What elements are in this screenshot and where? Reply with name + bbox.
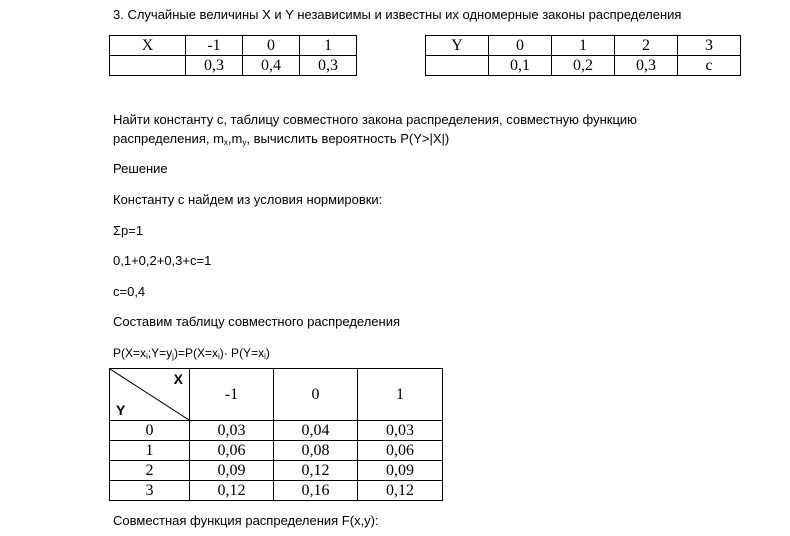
joint-y-value: 0	[110, 421, 190, 441]
joint-cell: 0,16	[274, 481, 358, 501]
joint-corner-cell	[110, 369, 190, 421]
table-y-value: 3	[678, 36, 741, 56]
joint-x-value: 0	[274, 369, 358, 421]
joint-x-value: -1	[190, 369, 274, 421]
joint-cell: 0,06	[190, 441, 274, 461]
table-x-prob: 0,3	[186, 56, 243, 76]
joint-cell: 0,06	[358, 441, 443, 461]
joint-header-x: X	[173, 371, 183, 387]
task-line-1: Найти константу c, таблицу совместного закона распределения, совместную функцию	[113, 112, 637, 127]
table-x-prob: 0,3	[300, 56, 357, 76]
joint-x-value: 1	[358, 369, 443, 421]
table-y-value: 0	[489, 36, 552, 56]
table-y-prob: 0,1	[489, 56, 552, 76]
product-formula: $P(X=x_i;Y=y_j)=P(X=x_i)\cdot P(Y=x_i)$	[113, 346, 270, 361]
joint-cell: 0,04	[274, 421, 358, 441]
table-y-label: Y	[426, 36, 489, 56]
c-value-line: c=0,4	[113, 284, 146, 299]
joint-cell: 0,09	[190, 461, 274, 481]
distribution-table-x	[109, 35, 357, 76]
joint-cell: 0,12	[274, 461, 358, 481]
table-y-prob: 0,3	[615, 56, 678, 76]
table-x-value: 0	[243, 36, 300, 56]
cdf-intro: Совместная функция распределения F(x,y):	[113, 513, 379, 528]
table-y-prob: 0,2	[552, 56, 615, 76]
sum-equation: Σp=1	[113, 223, 144, 238]
table-x-prob: 0,4	[243, 56, 300, 76]
joint-cell: 0,12	[358, 481, 443, 501]
distribution-table-y	[425, 35, 741, 76]
table-y-value: 2	[615, 36, 678, 56]
joint-cell: 0,03	[190, 421, 274, 441]
normalization-text: Константу с найдем из условия нормировки:	[113, 192, 383, 207]
table-y-empty	[426, 56, 489, 76]
joint-cell: 0,09	[358, 461, 443, 481]
table-x-empty	[110, 56, 186, 76]
table-x-value: 1	[300, 36, 357, 56]
table-x-value: -1	[186, 36, 243, 56]
problem-heading: 3. Случайные величины X и Y независимы и известны их одномерные законы распределения	[113, 7, 682, 22]
joint-cell: 0,08	[274, 441, 358, 461]
joint-intro: Составим таблицу совместного распределения	[113, 314, 400, 329]
joint-y-value: 1	[110, 441, 190, 461]
solution-label: Решение	[113, 161, 168, 176]
joint-cell: 0,12	[190, 481, 274, 501]
joint-cell: 0,03	[358, 421, 443, 441]
task-line-2: распределения, $m_x,m_y$, вычислить вероятность P(Y>|X|)	[113, 131, 450, 147]
table-y-value: 1	[552, 36, 615, 56]
joint-header-y: Y	[116, 402, 126, 418]
table-y-prob: c	[678, 56, 741, 76]
joint-distribution-table	[109, 368, 443, 501]
joint-y-value: 2	[110, 461, 190, 481]
sum-line: 0,1+0,2+0,3+c=1	[113, 253, 212, 268]
table-x-label: X	[110, 36, 186, 56]
joint-y-value: 3	[110, 481, 190, 501]
